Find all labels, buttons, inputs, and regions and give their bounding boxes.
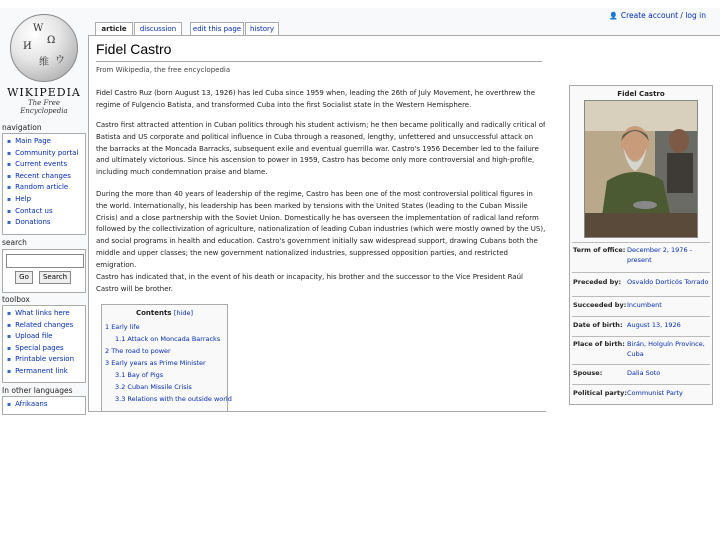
toolbox-item-upload-file[interactable]: ▪ Upload file bbox=[7, 331, 85, 343]
tab-article[interactable]: article bbox=[95, 22, 133, 36]
toolbox-item-special-pages[interactable]: ▪ Special pages bbox=[7, 343, 85, 355]
wikipedia-logo[interactable] bbox=[4, 12, 84, 120]
infobox-row bbox=[572, 336, 710, 363]
infobox-row bbox=[572, 364, 710, 383]
toolbox-item-printable-version[interactable]: ▪ Printable version bbox=[7, 354, 85, 366]
infobox-value[interactable]: Communist Party bbox=[627, 389, 683, 397]
article-paragraph: During the more than 40 years of leadership of the regime, Castro has been one of the most controversial political figures in the world. Internationally, his leadership has been marked by tensions with the United States (leading to the Cuban Missile Crisis) and a close partnership with the Soviet Union. Domestically he has overseen the implementation of radical land reform followed by the collectivization of agriculture, nationalization of leading Cuban industries (which were mostly owned by the US), and social programs in health and education. Castro's government initially saw widespread support, drawing Cubans both the middle and upper classes; the new government nationalized industries, suppressed opposition parties, and restricted emigration. bbox=[96, 190, 546, 269]
article-paragraph: Castro has indicated that, in the event of his death or incapacity, his brother and the successor to the Vice President Raúl Castro will be brother. bbox=[96, 273, 523, 293]
language-item-afrikaans[interactable]: ▪ Afrikaans bbox=[7, 399, 85, 411]
logo-tagline: The Free Encyclopedia bbox=[20, 99, 68, 115]
infobox-key: Spouse: bbox=[573, 369, 603, 377]
sidebar-item-donations[interactable]: ▪ Donations bbox=[7, 217, 85, 229]
sidebar-item-contact-us[interactable]: ▪ Contact us bbox=[7, 206, 85, 218]
sidebar-item-current-events[interactable]: ▪ Current events bbox=[7, 159, 85, 171]
sidebar-item-help[interactable]: ▪ Help bbox=[7, 194, 85, 206]
toc-item[interactable]: 1 Early life bbox=[105, 323, 140, 331]
create-account-link[interactable]: 👤 Create account / log in bbox=[609, 11, 706, 20]
sidebar-item-main-page[interactable]: ▪ Main Page bbox=[7, 136, 85, 148]
infobox-key: Political party: bbox=[573, 389, 627, 397]
toc-item[interactable]: 2 The road to power bbox=[105, 347, 171, 355]
infobox-key: Succeeded by: bbox=[573, 301, 627, 309]
navigation-title: navigation bbox=[2, 123, 42, 132]
infobox-key: Preceded by: bbox=[573, 278, 622, 286]
search-button[interactable]: Search bbox=[39, 271, 71, 284]
infobox-value[interactable]: Osvaldo Dorticós Torrado bbox=[627, 278, 709, 286]
toc-title: Contents bbox=[135, 309, 172, 317]
go-button[interactable]: Go bbox=[15, 271, 33, 284]
logo-wordmark: WIKIPEDIA bbox=[7, 86, 81, 99]
title-divider bbox=[96, 61, 542, 62]
infobox-row bbox=[572, 296, 710, 315]
site-subtitle: From Wikipedia, the free encyclopedia bbox=[96, 66, 231, 74]
toolbox-item-what-links-here[interactable]: ▪ What links here bbox=[7, 308, 85, 320]
search-title: search bbox=[2, 238, 27, 247]
table-of-contents bbox=[101, 304, 232, 412]
infobox-key: Place of birth: bbox=[573, 340, 625, 348]
toc-item[interactable]: 3.1 Bay of Pigs bbox=[115, 371, 164, 379]
toc-hide-toggle[interactable]: [hide] bbox=[173, 309, 194, 317]
tab-edit-this-page[interactable]: edit this page bbox=[190, 22, 244, 36]
languages-title: In other languages bbox=[2, 386, 73, 395]
infobox-value[interactable]: Dalia Soto bbox=[627, 369, 661, 377]
toc-item[interactable]: 3.2 Cuban Missile Crisis bbox=[115, 383, 192, 391]
infobox-row bbox=[572, 316, 710, 335]
toc-item[interactable]: 3 Early years as Prime Minister bbox=[105, 359, 206, 367]
tab-history[interactable]: history bbox=[245, 22, 279, 36]
toc-item[interactable]: 3.3 Relations with the outside world bbox=[115, 395, 232, 403]
puzzle-globe-icon: W Ω И 维 ウ bbox=[10, 14, 78, 82]
infobox-value[interactable]: Birán, Holguín Province, Cuba bbox=[627, 340, 705, 358]
portrait-photo[interactable] bbox=[584, 100, 698, 238]
infobox-value[interactable]: December 2, 1976 - present bbox=[627, 246, 692, 264]
sidebar-item-community-portal[interactable]: ▪ Community portal bbox=[7, 148, 85, 160]
toolbox-item-related-changes[interactable]: ▪ Related changes bbox=[7, 320, 85, 332]
infobox bbox=[569, 85, 713, 405]
intro-paragraph: Fidel Castro Ruz (born August 13, 1926) has led Cuba since 1959 when, leading the 26th of July Movement, he overthrew the regime of Fulgencio Batista, and transformed Cuba into the first Socialist state in the Western Hemisphere. bbox=[96, 89, 535, 109]
tab-discussion[interactable]: discussion bbox=[134, 22, 182, 36]
infobox-row bbox=[572, 272, 710, 295]
sidebar-item-random-article[interactable]: ▪ Random article bbox=[7, 182, 85, 194]
search-portlet bbox=[2, 249, 86, 293]
navigation-portlet bbox=[2, 133, 86, 235]
toc-item[interactable]: 1.1 Attack on Moncada Barracks bbox=[115, 335, 221, 343]
infobox-key: Term of office: bbox=[573, 246, 626, 254]
toc-heading bbox=[102, 309, 227, 317]
toolbox-item-permanent-link[interactable]: ▪ Permanent link bbox=[7, 366, 85, 378]
infobox-title: Fidel Castro bbox=[617, 90, 665, 98]
infobox-value[interactable]: August 13, 1926 bbox=[627, 321, 681, 329]
infobox-key: Date of birth: bbox=[573, 321, 623, 329]
page-title: Fidel Castro bbox=[96, 41, 172, 57]
languages-portlet bbox=[2, 396, 86, 415]
infobox-row bbox=[572, 384, 710, 403]
infobox-value[interactable]: Incumbent bbox=[627, 301, 662, 309]
infobox-row bbox=[572, 242, 710, 271]
sidebar-item-recent-changes[interactable]: ▪ Recent changes bbox=[7, 171, 85, 183]
article-paragraph: Castro first attracted attention in Cuban politics through his student activism; he then became politically and radically critical of Batista and US corporate and political influence in Cuba through a reasoned, lengthy, unfettered and unsuccessful attack on the barracks at the Moncada Barracks, subsequent exile and eventual guerrilla war. Castro's 1956 December led to the failure and ultimately victorious. Since his ascension to power in 1959, Castro has become only more controversial and high-profile, including much condemnation praise and blame. bbox=[96, 121, 546, 177]
toolbox-title: toolbox bbox=[2, 295, 30, 304]
toolbox-portlet bbox=[2, 305, 86, 383]
article-content bbox=[88, 35, 546, 412]
search-input[interactable] bbox=[6, 254, 84, 268]
